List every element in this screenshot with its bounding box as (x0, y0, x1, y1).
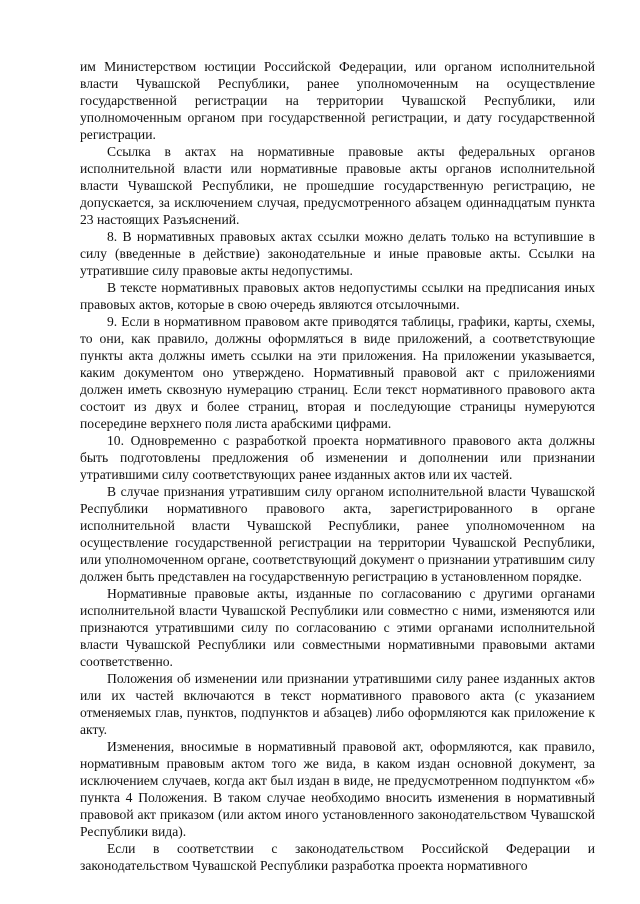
paragraph-unregistered-references: Ссылка в актах на нормативные правовые акты федеральных органов исполнительной власти или нормативные правовые акты органов исполнительной власти Чувашской Республики, не прошедшие государственную регистрацию, не допускается, за исключением случая, предусмотренного абзацем одиннадцатым пункта 23 настоящих Разъяснений. (80, 144, 595, 227)
paragraph-item-9: 9. Если в нормативном правовом акте приводятся таблицы, графики, карты, схемы, то они, как правило, должны оформляться в виде приложений, а соответствующие пункты акта должны иметь ссылки на эти приложения. На приложении указывается, каким документом оно утверждено. Нормативный правовой акт с приложениями должен иметь сквозную нумерацию страниц. Если текст нормативного правового акта состоит из двух и более страниц, вторая и последующие страницы нумеруются посередине верхнего поля листа арабскими цифрами. (80, 314, 595, 431)
paragraph-amendment-provisions: Положения об изменении или признании утратившими силу ранее изданных актов или их частей включаются в текст нормативного правового акта (с указанием отменяемых глав, пунктов, подпунктов и абзацев) либо оформляются как приложение к акту. (80, 671, 595, 737)
document-page (80, 58, 595, 874)
paragraph-item-10: 10. Одновременно с разработкой проекта нормативного правового акта должны быть подготовлены предложения об изменении и дополнении или признании утратившими силу соответствующих ранее изданных актов или их частей. (80, 433, 595, 482)
paragraph-drafting-continuation: Если в соответствии с законодательством Российской Федерации и законодательством Чувашской Республики разработка проекта нормативного (80, 841, 595, 873)
paragraph-amendment-form: Изменения, вносимые в нормативный правовой акт, оформляются, как правило, нормативным правовым актом того же вида, в каком издан основной документ, за исключением случаев, когда акт был издан в виде, не предусмотренном подпунктом «б» пункта 4 Положения. В таком случае необходимо вносить изменения в нормативный правовой акт приказом (или актом иного установленного законодательством Чувашской Республики вида). (80, 739, 595, 839)
paragraph-item-8: 8. В нормативных правовых актах ссылки можно делать только на вступившие в силу (введенные в действие) законодательные и иные правовые акты. Ссылки на утратившие силу правовые акты недопустимы. (80, 229, 595, 278)
paragraph-referential-provisions: В тексте нормативных правовых актов недопустимы ссылки на предписания иных правовых актов, которые в свою очередь являются отсылочными. (80, 280, 595, 312)
paragraph-joint-acts: Нормативные правовые акты, изданные по согласованию с другими органами исполнительной власти Чувашской Республики или совместно с ними, изменяются или признаются утратившими силу по согласованию с этими органами исполнительной власти Чувашской Республики или совместными нормативными правовыми актами соответственно. (80, 586, 595, 669)
paragraph-repeal-registration: В случае признания утратившим силу органом исполнительной власти Чувашской Республики нормативного правового акта, зарегистрированного в органе исполнительной власти Чувашской Республики, ранее уполномоченном на осуществление государственной регистрации на территории Чувашской Республики, или уполномоченном органе, соответствующий документ о признании утратившим силу должен быть представлен на государственную регистрацию в установленном порядке. (80, 484, 595, 584)
paragraph-registration-authority: им Министерством юстиции Российской Федерации, или органом исполнительной власти Чувашской Республики, ранее уполномоченным на осуществление государственной регистрации на территории Чувашской Республики, или уполномоченным органом при государственной регистрации, и дату государственной регистрации. (80, 59, 595, 142)
